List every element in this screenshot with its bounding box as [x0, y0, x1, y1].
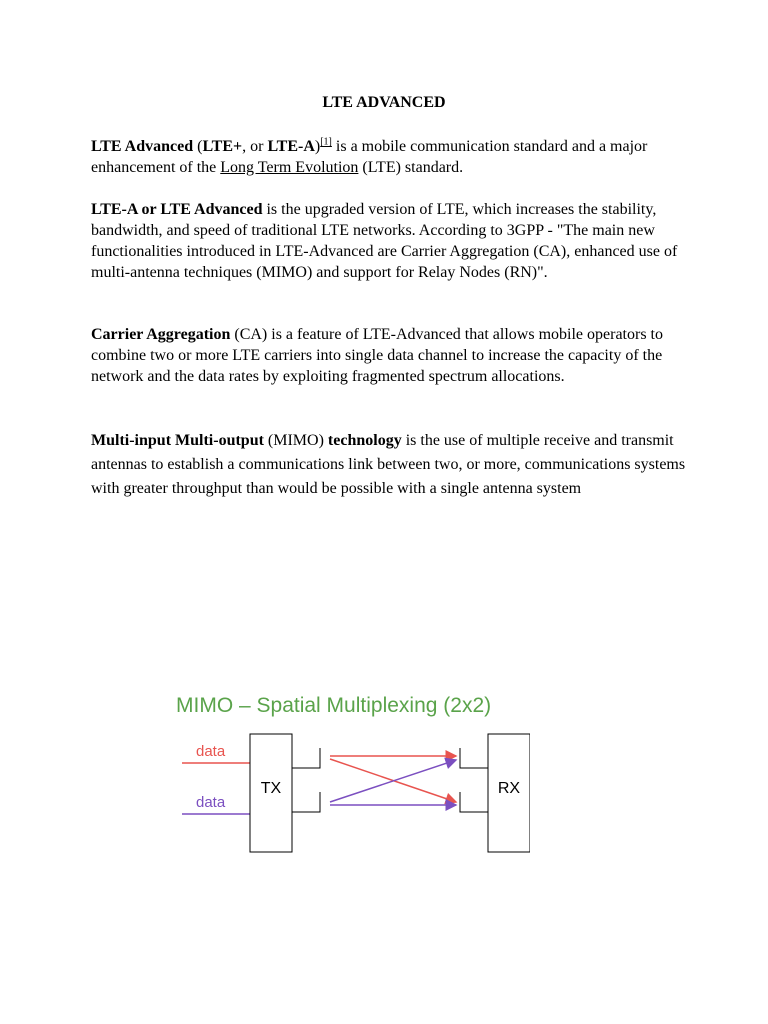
citation-link[interactable]: [1] [320, 136, 332, 148]
page-title: LTE ADVANCED [322, 94, 446, 111]
text-run: (CA) is a feature of LTE-Advanced that allows mobile operators to combine two or more LTE carriers into single data channel to increase the capacity of the network and the data rates by exploiting fragmented spectrum allocations. [91, 326, 663, 385]
text-run: is the use of multiple receive and transmit antennas to establish a communications link between two, or more, communications systems with greater throughput than would be possible with a single antenna system [91, 432, 686, 497]
text-run: is a mobile communication standard and a major enhancement of the [91, 138, 648, 176]
term-technology: technology [327, 432, 402, 449]
term-lte-advanced: LTE Advanced [91, 138, 194, 155]
tx-label: TX [260, 780, 282, 797]
paragraph-carrier-aggregation [91, 324, 691, 387]
diagram-title: MIMO – Spatial Multiplexing (2x2) [176, 694, 492, 717]
paragraph-lte-a [91, 199, 691, 283]
rx-antenna-1 [460, 748, 488, 768]
term-lte-a: LTE-A [267, 138, 315, 155]
term-mimo: Multi-input Multi-output [91, 432, 264, 449]
rx-antenna-2 [460, 792, 488, 812]
paragraph-intro [91, 136, 691, 178]
tx-antenna-2 [292, 792, 320, 812]
mimo-diagram [170, 688, 530, 858]
data-label-1: data [196, 743, 226, 760]
text-run: ( [193, 138, 203, 155]
text-run: ) [314, 138, 321, 155]
text-run: (LTE) standard. [358, 159, 464, 176]
term-lte-plus: LTE+ [202, 138, 243, 155]
text-run: is the upgraded version of LTE, which increases the stability, bandwidth, and speed of traditional LTE networks. According to 3GPP - "The main new functionalities introduced in LTE-Advanced are Carrier Aggregation (CA), enhanced use of multi-antenna techniques (MIMO) and support for Relay Nodes (RN)". [91, 201, 678, 281]
text-run: (MIMO) [263, 432, 328, 449]
paragraph-mimo [91, 429, 691, 501]
term-carrier-aggregation: Carrier Aggregation [91, 326, 231, 343]
tx-antenna-1 [292, 748, 320, 768]
data-label-2: data [196, 794, 226, 811]
long-term-evolution-link[interactable]: Long Term Evolution [220, 159, 359, 176]
text-run: , or [242, 138, 268, 155]
term-lte-a-or-lte-advanced: LTE-A or LTE Advanced [91, 201, 263, 218]
rx-label: RX [497, 780, 521, 797]
